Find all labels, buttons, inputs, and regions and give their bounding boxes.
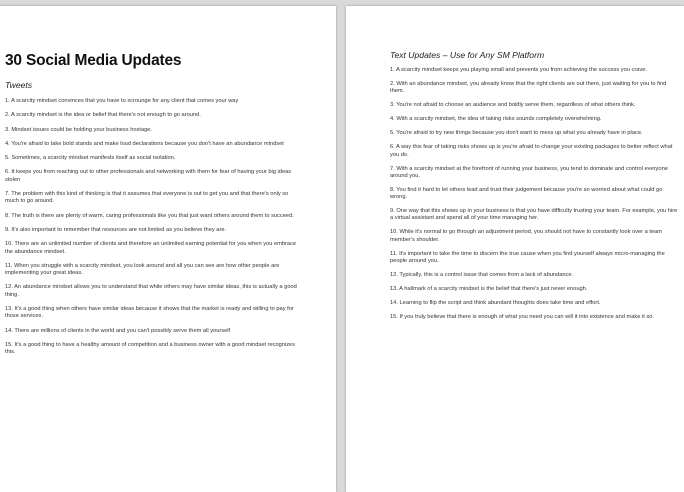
list-item: 7. With a scarcity mindset at the forefront of running your business, you tend to dominate and control everyone around you. [390,165,668,179]
list-item: 9. One way that this shows up in your business is that you have difficulty trusting your team. For example, you hire a virtual assistant and spend all of your time managing her. [390,208,678,222]
list-item: 11. When you struggle with a scarcity mindset, you look around and all you can see are how other people are implementing your great ideas. [5,262,280,277]
text-updates-list [390,67,678,328]
right-page [346,6,684,492]
list-item: 15. If you truly believe that there is enough of what you need you can will it into existence and make it so. [390,313,654,320]
list-item: 3. Mindset issues could be holding your business hostage. [5,126,153,133]
page-title: 30 Social Media Updates [5,52,182,69]
list-item: 5. Sometimes, a scarcity mindset manifests itself as social isolation. [5,155,176,162]
tweets-list [5,98,301,364]
list-item: 9. It's also important to remember that resources are not limited as you believe they are. [5,226,227,233]
list-item: 11. It's important to take the time to discern the true cause when you find yourself always micro-managing the people around you. [390,250,665,264]
list-item: 14. There are millions of clients in the world and you can't possibly serve them all yourself [5,327,231,334]
list-item: 8. You find it hard to let others lead and trust their judgement because you're so worried about what could go wrong. [390,186,663,201]
list-item: 15. It's a good thing to have a healthy amount of competition and a business owner with a good mindset recognizes this. [5,341,296,356]
list-item: 12. An abundance mindset allows you to understand that while others may have similar ideas, this is actually a good thing. [5,284,297,298]
list-item: 6. It keeps you from reaching out to other professionals and networking with them for fear of having your big ideas stolen [5,169,292,183]
left-page [0,6,336,492]
tweets-heading: Tweets [5,80,33,90]
list-item: 4. With a scarcity mindset, the idea of taking risks sounds completely overwhelming. [390,116,602,123]
list-item: 14. Learning to flip the script and think abundant thoughts does take time and effort. [390,299,601,306]
list-item: 13. It's a good thing when others have similar ideas because it shows that the market is ready and willing to pay for those services. [5,306,294,320]
list-item: 12. Typically, this is a control issue that comes from a lack of abundance. [390,271,574,278]
list-item: 2. A scarcity mindset is the idea or belief that there's not enough to go around. [5,112,201,119]
list-item: 7. The problem with this kind of thinking is that it assumes that everyone is out to get you and that there's only so much to go around. [5,191,289,205]
list-item: 1. A scarcity mindset keeps you playing small and prevents you from achieving the success you crave. [390,67,648,73]
list-item: 10. There are an unlimited number of clients and therefore an unlimited earning potential for you when you embrace the abundance mindset. [5,241,297,255]
list-item: 1. A scarcity mindset convinces that you have to scrounge for any client that comes your way [5,98,239,104]
list-item: 8. The truth is there are plenty of warm, caring professionals like you that just want others around them to succeed. [5,212,294,219]
text-updates-heading: Text Updates – Use for Any SM Platform [390,50,545,60]
list-item: 6. A way this fear of taking risks shows up is you're afraid to change your existing packages to better reflect what you do. [390,144,673,158]
list-item: 3. You're not afraid to choose an audience and boldly serve them, regardless of what others think. [390,102,636,109]
list-item: 2. With an abundance mindset, you already know that the right clients are out there, just waiting for you to find them. [390,80,667,95]
list-item: 13. A hallmark of a scarcity mindset is the belief that there's just never enough. [390,285,588,292]
list-item: 10. While it's normal to go through an adjustment period, you should not have to constantly look over a team member's shoulder. [390,229,663,243]
list-item: 5. You're afraid to try new things because you don't want to mess up what you already have in place. [390,130,643,137]
list-item: 4. You're afraid to take bold stands and make loud declarations because you don't have an abundance mindset [5,140,284,147]
